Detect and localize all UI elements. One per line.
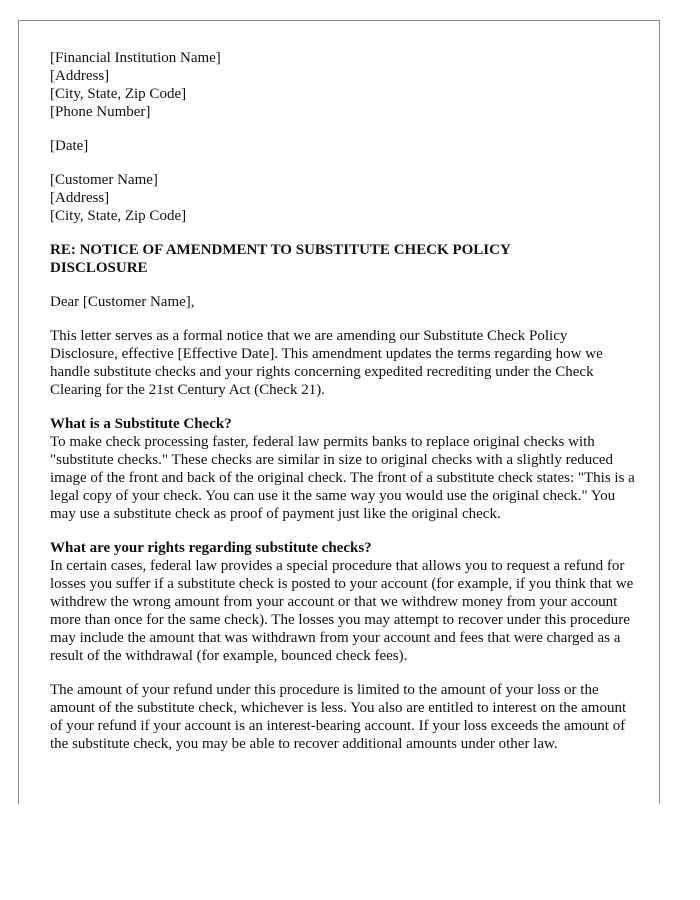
subject-line-2: DISCLOSURE xyxy=(50,260,148,276)
recipient-block xyxy=(50,171,635,225)
recipient-city-state-zip: [City, State, Zip Code] xyxy=(50,208,187,224)
section-heading-substitute-check: What is a Substitute Check? xyxy=(50,416,232,432)
sender-city-state-zip: [City, State, Zip Code] xyxy=(50,86,187,102)
sender-name: [Financial Institution Name] xyxy=(50,50,221,66)
letter-content xyxy=(50,49,635,769)
section-rights xyxy=(50,539,635,665)
refund-paragraph: The amount of your refund under this procedure is limited to the amount of your loss or the amount of the substitute check, whichever is less. You also are entitled to interest on the amount of your refund if your account is an interest-bearing account. If your loss exceeds the amount of the substitute check, you may be able to recover additional amounts under other law. xyxy=(50,682,627,752)
recipient-address: [Address] xyxy=(50,190,110,206)
sender-phone: [Phone Number] xyxy=(50,104,151,120)
section-substitute-check xyxy=(50,415,635,523)
recipient-name: [Customer Name] xyxy=(50,172,158,188)
subject-line-1: RE: NOTICE OF AMENDMENT TO SUBSTITUTE CHECK POLICY xyxy=(50,242,511,258)
section-body-substitute-check: To make check processing faster, federal law permits banks to replace original checks with "substitute checks." These checks are similar in size to original checks with a slightly reduced image of the front and back of the original check. The front of a substitute check states: "This is a legal copy of your check. You can use it the same way you would use the original check." You may use a substitute check as proof of payment just like the original check. xyxy=(50,434,635,522)
section-body-rights: In certain cases, federal law provides a special procedure that allows you to request a refund for losses you suffer if a substitute check is posted to your account (for example, if you think that we withdrew the wrong amount from your account or that we withdrew money from your account more than once for the same check). The losses you may attempt to recover under this procedure may include the amount that was withdrawn from your account and fees that were charged as a result of the withdrawal (for example, bounced check fees). xyxy=(50,558,634,664)
date-block xyxy=(50,137,635,155)
subject-line xyxy=(50,241,635,277)
intro-paragraph: This letter serves as a formal notice that we are amending our Substitute Check Policy Disclosure, effective [Effective Date]. This amendment updates the terms regarding how we handle substitute checks and your rights concerning expedited recrediting under the Check Clearing for the 21st Century Act (Check 21). xyxy=(50,328,603,398)
salutation: Dear [Customer Name], xyxy=(50,294,195,310)
letter-page xyxy=(18,20,660,804)
section-heading-rights: What are your rights regarding substitute checks? xyxy=(50,540,372,556)
sender-block xyxy=(50,49,635,121)
letter-date: [Date] xyxy=(50,138,89,154)
sender-address: [Address] xyxy=(50,68,110,84)
